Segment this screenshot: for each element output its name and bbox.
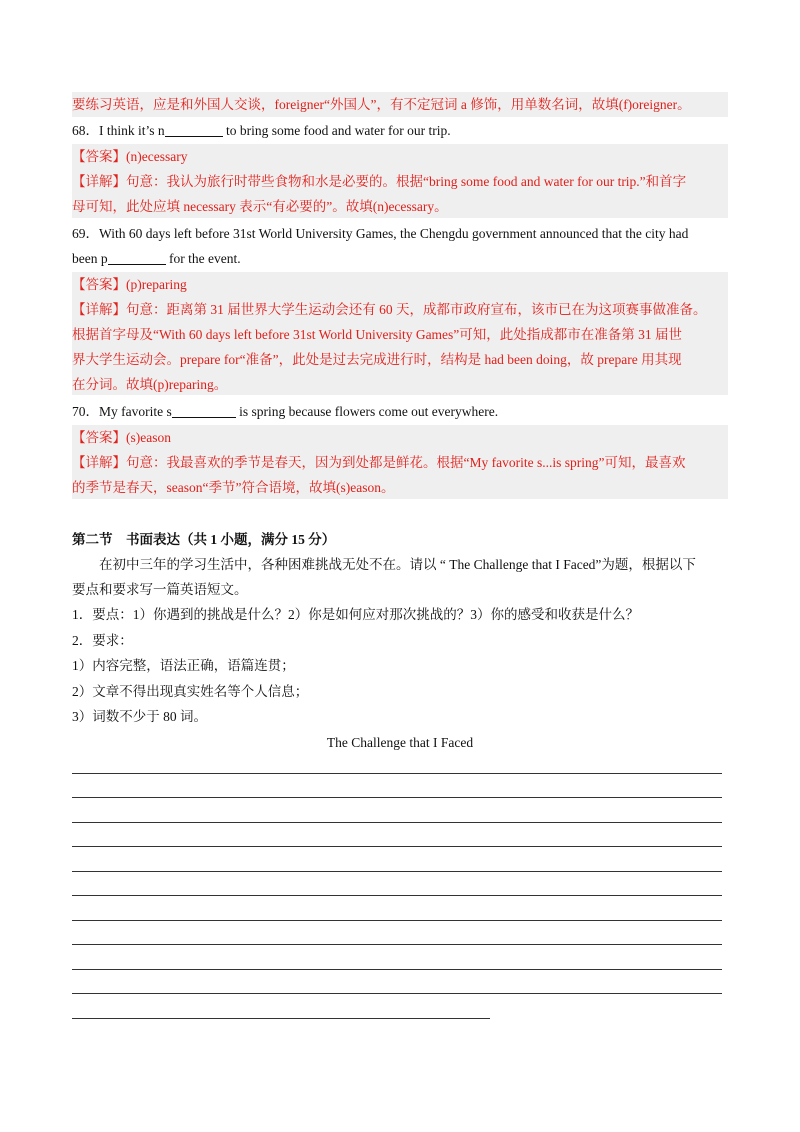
q70-number: 70． [72,404,99,419]
q70-blank [172,403,236,418]
essay-title: The Challenge that I Faced [326,735,474,750]
q69-text-line-1: With 60 days left before 31st World University Games, the Chengdu government announced that the city had [99,226,689,241]
q69-detail-line-1: 【详解】句意：距离第 31 届世界大学生运动会还有 60 天，成都市政府宣布，该市已在为这项赛事做准备。 [72,302,707,317]
q70-answer-box [72,425,728,499]
q69-detail-line-4: 在分词。故填(p)reparing。 [72,377,228,392]
q70-question [72,399,728,424]
q68-detail-line-2: 母可知，此处应填 necessary 表示“有必要的”。故填(n)ecessary。 [72,199,448,214]
q68-text-after: to bring some food and water for our trip. [222,123,451,138]
q70-text-before: My favorite s [99,404,172,419]
q69-answer: 【答案】(p)reparing [72,277,187,292]
requirement-3: 3）词数不少于 80 词。 [72,709,207,724]
q69-detail-line-2: 根据首字母及“With 60 days left before 31st World University Games”可知，此处指成都市在准备第 31 届世 [72,327,683,342]
q70-detail-line-1: 【详解】句意：我最喜欢的季节是春天，因为到处都是鲜花。根据“My favorite s...is spring”可知，最喜欢 [72,455,686,470]
writing-line[interactable] [72,797,722,798]
writing-line[interactable] [72,773,722,774]
writing-line-last[interactable] [72,1018,490,1019]
writing-line[interactable] [72,969,722,970]
q68-question [72,118,728,143]
writing-line[interactable] [72,871,722,872]
q70-answer: 【答案】(s)eason [72,430,171,445]
section-intro-line-2: 要点和要求写一篇英语短文。 [72,582,248,597]
writing-line[interactable] [72,895,722,896]
section-heading: 第二节 书面表达（共 1 小题，满分 15 分） [72,532,336,547]
q68-text-before: I think it’s n [99,123,165,138]
q69-question-line-1 [72,221,728,246]
writing-line[interactable] [72,846,722,847]
key-points: 1．要点：1）你遇到的挑战是什么？2）你是如何应对那次挑战的？3）你的感受和收获是什么？ [72,607,639,622]
writing-line[interactable] [72,920,722,921]
q68-detail-line-1: 【详解】句意：我认为旅行时带些食物和水是必要的。根据“bring some food and water for our trip.”和首字 [72,174,687,189]
q69-text-after: for the event. [165,251,241,266]
q67-detail-text: 要练习英语，应是和外国人交谈，foreigner“外国人”，有不定冠词 a 修饰，用单数名词，故填(f)oreigner。 [72,97,691,112]
q70-detail-line-2: 的季节是春天，season“季节”符合语境，故填(s)eason。 [72,480,395,495]
q68-blank [165,122,223,137]
writing-line[interactable] [72,822,722,823]
q69-question-line-2 [72,246,728,271]
q69-blank [108,250,166,265]
q69-detail-line-3: 界大学生运动会。prepare for“准备”，此处是过去完成进行时，结构是 had been doing，故 prepare 用其现 [72,352,682,367]
q69-number: 69． [72,226,99,241]
q69-answer-box [72,272,728,395]
q69-text-before: been p [72,251,108,266]
q70-text-after: is spring because flowers come out everywhere. [235,404,499,419]
section-intro-line-1: 在初中三年的学习生活中，各种困难挑战无处不在。请以 “ The Challenge that I Faced”为题，根据以下 [99,557,696,572]
requirement-2: 2）文章不得出现真实姓名等个人信息； [72,684,309,699]
writing-line[interactable] [72,944,722,945]
q68-answer-box [72,144,728,218]
q67-detail-tail [72,92,728,117]
q68-answer: 【答案】(n)ecessary [72,149,188,164]
requirements-label: 2．要求： [72,633,133,648]
q68-number: 68． [72,123,99,138]
writing-line[interactable] [72,993,722,994]
requirement-1: 1）内容完整，语法正确，语篇连贯； [72,658,295,673]
